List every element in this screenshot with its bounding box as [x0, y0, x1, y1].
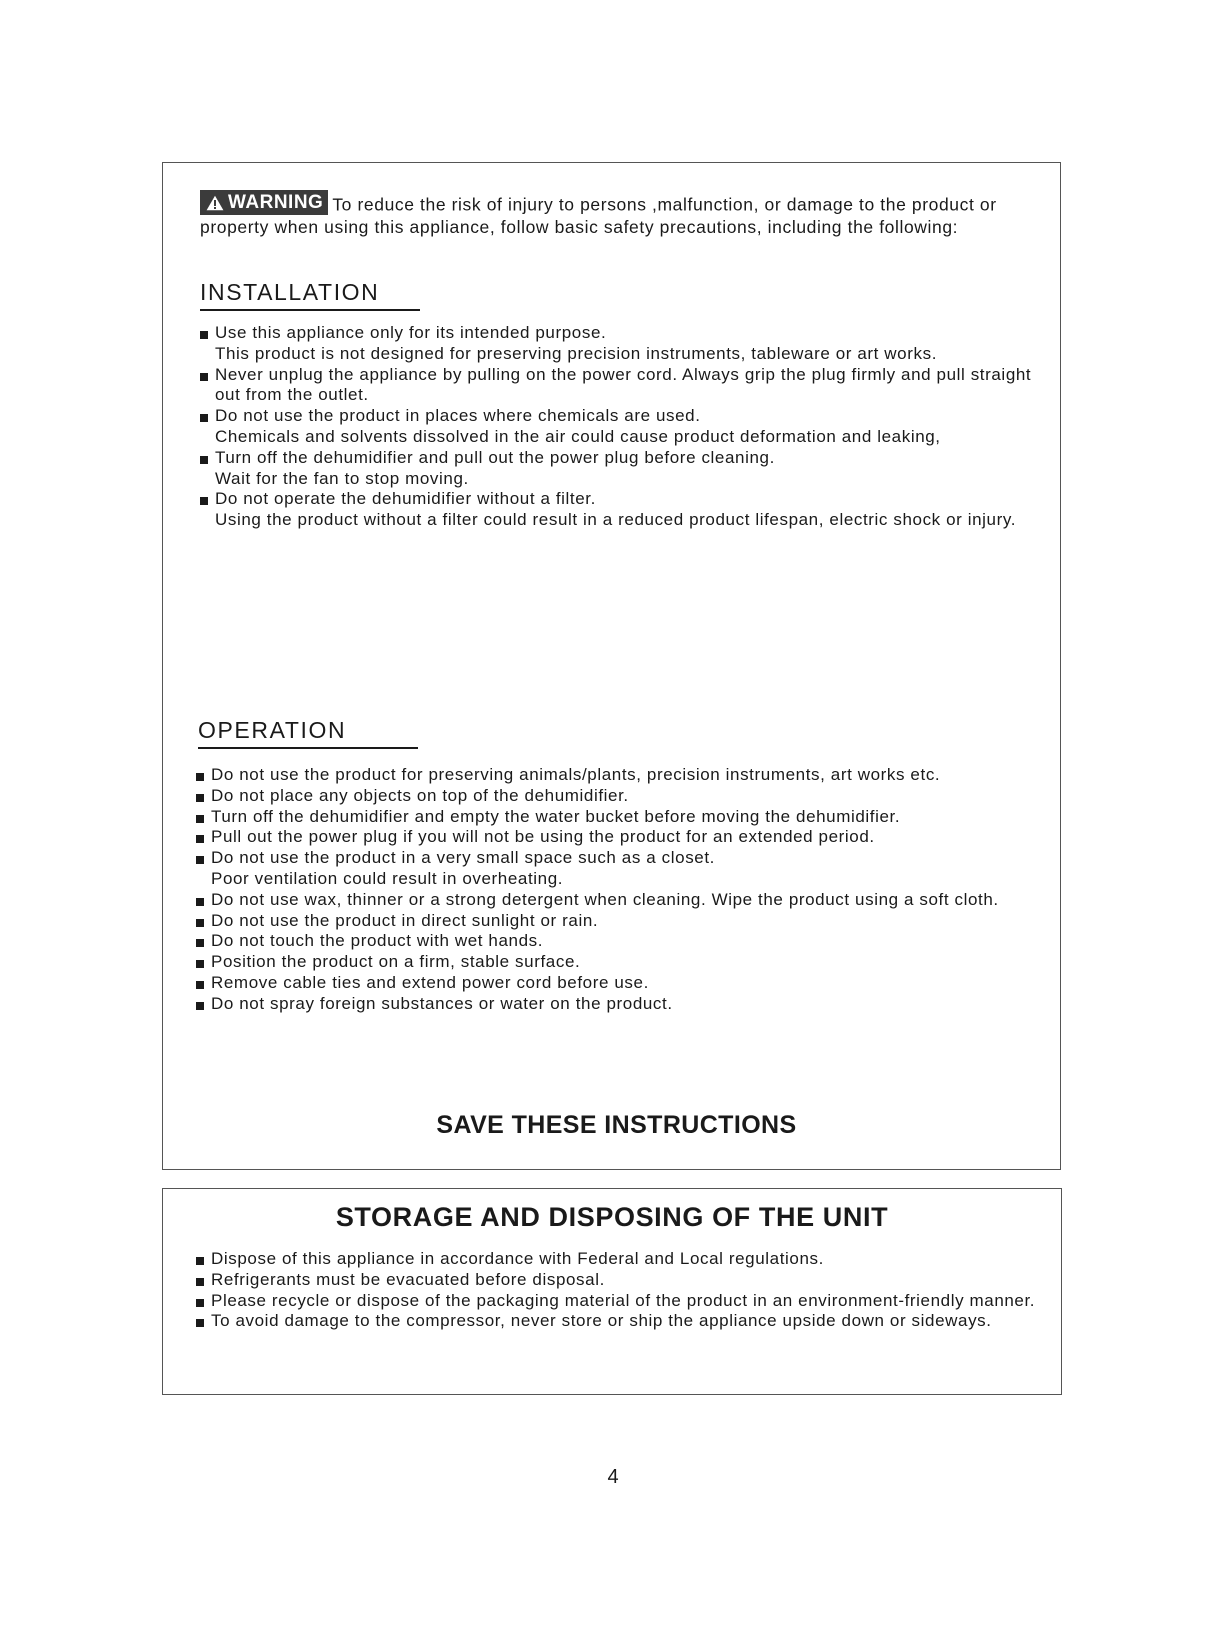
list-item-text: Do not use the product in direct sunlight or rain. — [211, 910, 599, 930]
list-item-text: Do not use wax, thinner or a strong detergent when cleaning. Wipe the product using a soft cloth. — [211, 889, 999, 909]
list-item — [196, 1291, 1056, 1312]
list-item — [196, 952, 1046, 973]
list-item-detail: This product is not designed for preserving precision instruments, tableware or art works. — [215, 343, 938, 363]
list-item-text: To avoid damage to the compressor, never store or ship the appliance upside down or sideways. — [211, 1311, 992, 1331]
list-item — [196, 1311, 1056, 1332]
list-item-detail: Wait for the fan to stop moving. — [215, 468, 469, 488]
list-item-text: Dispose of this appliance in accordance with Federal and Local regulations. — [211, 1249, 824, 1268]
list-item-text: Do not use the product in places where chemicals are used. — [215, 406, 701, 426]
list-item — [200, 489, 1045, 531]
list-item — [196, 848, 1046, 890]
list-item — [196, 827, 1046, 848]
list-item-detail: Poor ventilation could result in overheating. — [211, 868, 564, 888]
list-item — [200, 323, 1045, 365]
list-item-text: Position the product on a firm, stable surface. — [211, 952, 581, 972]
list-item-text: Pull out the power plug if you will not be using the product for an extended period. — [211, 827, 875, 847]
list-item-text: Do not spray foreign substances or water on the product. — [211, 993, 673, 1013]
list-item — [200, 448, 1045, 490]
list-item — [196, 786, 1046, 807]
list-item — [196, 931, 1046, 952]
list-item-text: Refrigerants must be evacuated before disposal. — [211, 1269, 605, 1289]
list-item-text: Please recycle or dispose of the packaging material of the product in an environment-friendly manner. — [211, 1290, 1036, 1310]
list-item-text: Do not operate the dehumidifier without a filter. — [215, 489, 596, 509]
warning-triangle-icon — [206, 195, 224, 211]
list-item-text: Turn off the dehumidifier and empty the water bucket before moving the dehumidifier. — [211, 806, 901, 826]
storage-list — [196, 1249, 1056, 1332]
storage-section — [162, 1188, 1062, 1395]
list-item-detail: Chemicals and solvents dissolved in the air could cause product deformation and leaking, — [215, 426, 941, 446]
installation-list — [200, 323, 1045, 531]
list-item — [196, 994, 1046, 1015]
list-item-text: Do not touch the product with wet hands. — [211, 931, 544, 951]
list-item — [196, 765, 1046, 786]
list-item-text: Never unplug the appliance by pulling on the power cord. Always grip the plug firmly and pull straight out from the outlet. — [215, 364, 1032, 405]
page-number: 4 — [607, 1466, 619, 1488]
storage-heading: STORAGE AND DISPOSING OF THE UNIT — [335, 1202, 889, 1232]
list-item — [200, 365, 1045, 407]
warning-intro-text: To reduce the risk of injury to persons ,malfunction, or damage to the product or property when using this appliance, follow basic safety precautions, including the following: — [200, 194, 997, 237]
list-item — [196, 911, 1046, 932]
list-item-text: Do not place any objects on top of the dehumidifier. — [211, 785, 629, 805]
list-item-text: Use this appliance only for its intended purpose. — [215, 323, 607, 342]
list-item — [196, 807, 1046, 828]
list-item — [196, 1270, 1056, 1291]
warning-intro — [200, 190, 1040, 238]
list-item-text: Remove cable ties and extend power cord before use. — [211, 972, 649, 992]
operation-list — [196, 765, 1046, 1015]
warning-badge — [200, 190, 328, 215]
save-instructions-notice: SAVE THESE INSTRUCTIONS — [436, 1111, 797, 1139]
list-item — [196, 890, 1046, 911]
list-item — [196, 973, 1046, 994]
warning-badge-label: WARNING — [228, 191, 324, 213]
list-item-detail: Using the product without a filter could result in a reduced product lifespan, electric shock or injury. — [215, 510, 1017, 530]
list-item-text: Turn off the dehumidifier and pull out the power plug before cleaning. — [215, 447, 775, 467]
installation-heading: INSTALLATION — [200, 279, 420, 311]
list-item — [200, 406, 1045, 448]
list-item — [196, 1249, 1056, 1270]
safety-section — [162, 162, 1061, 1170]
list-item-text: Do not use the product in a very small space such as a closet. — [211, 848, 715, 868]
operation-heading: OPERATION — [198, 717, 418, 749]
list-item-text: Do not use the product for preserving animals/plants, precision instruments, art works etc. — [211, 765, 941, 784]
